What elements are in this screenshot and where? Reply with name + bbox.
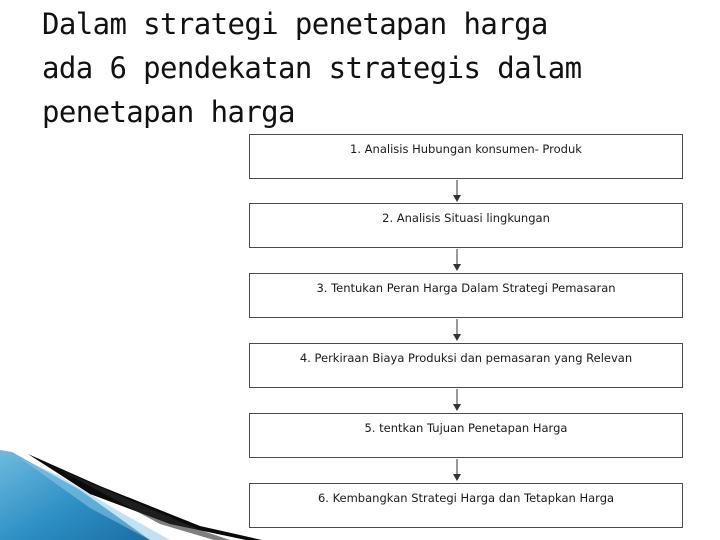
flow-step-4	[249, 343, 683, 388]
flow-step-1-label: 1. Analisis Hubungan konsumen- Produk	[350, 142, 582, 156]
corner-decoration	[0, 450, 280, 540]
flow-arrow-2-icon	[452, 249, 462, 272]
title-line-3: penetapan harga	[42, 95, 295, 129]
flow-arrow-5-icon	[452, 459, 462, 482]
flow-step-3	[249, 273, 683, 318]
flow-step-2	[249, 203, 683, 248]
flow-step-3-label: 3. Tentukan Peran Harga Dalam Strategi Pemasaran	[316, 281, 616, 295]
title-line-2: ada 6 pendekatan strategis dalam	[42, 51, 582, 85]
flow-step-2-label: 2. Analisis Situasi lingkungan	[382, 211, 550, 225]
flow-step-5-label: 5. tentkan Tujuan Penetapan Harga	[364, 421, 568, 435]
flow-step-5	[249, 413, 683, 458]
flow-step-4-label: 4. Perkiraan Biaya Produksi dan pemasaran yang Relevan	[299, 351, 633, 365]
flow-arrow-1-icon	[452, 180, 462, 203]
flow-arrow-4-icon	[452, 389, 462, 412]
flow-step-1	[249, 134, 683, 179]
pricing-strategy-flowchart	[249, 134, 685, 530]
title-line-1: Dalam strategi penetapan harga	[42, 7, 548, 41]
flow-step-6-label: 6. Kembangkan Strategi Harga dan Tetapkan Harga	[317, 491, 615, 505]
flow-step-6	[249, 483, 683, 528]
slide-title	[42, 2, 692, 134]
flow-arrow-3-icon	[452, 319, 462, 342]
